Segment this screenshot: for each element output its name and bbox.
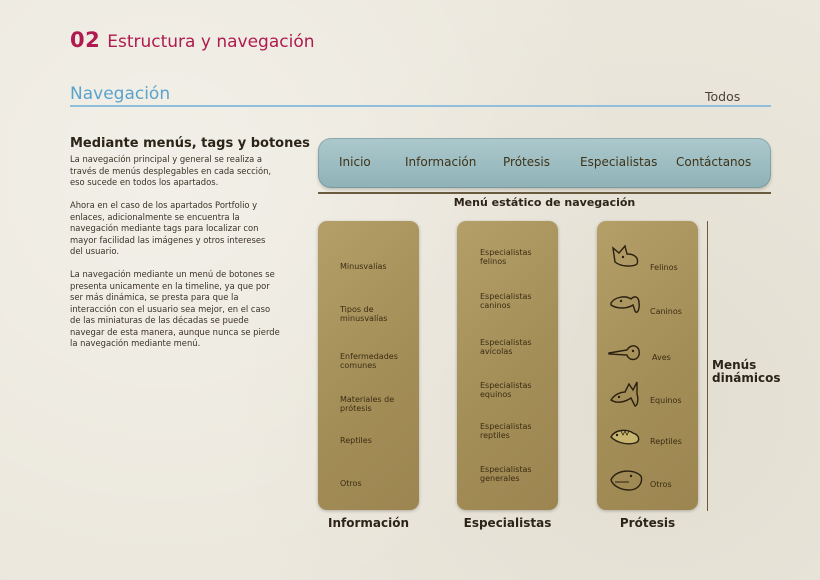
nav-item-especialistas[interactable]: Especialistas <box>580 155 658 169</box>
dog-head-icon <box>607 289 647 319</box>
protesis-item-otros[interactable]: Otros <box>650 480 672 489</box>
nav-item-contactanos[interactable]: Contáctanos <box>676 155 752 169</box>
intro-paragraph: La navegación principal y general se realiza a través de menús desplegables en cada sección, eso sucede en todos los apartados. <box>70 154 272 187</box>
especialistas-menu-item[interactable]: Especialistas reptiles <box>480 422 532 440</box>
especialistas-menu-item[interactable]: Especialistas caninos <box>480 292 532 310</box>
protesis-dropdown-panel <box>597 221 698 510</box>
filter-all-link[interactable]: Todos <box>705 89 741 104</box>
static-menu-label: Menú estático de navegación <box>453 196 636 209</box>
dynamic-menus-text: Menús dinámicos <box>712 358 781 385</box>
informacion-dropdown-panel <box>318 221 419 510</box>
section-title: Estructura y navegación <box>107 32 315 52</box>
static-menu-divider <box>318 192 771 194</box>
protesis-item-equinos[interactable]: Equinos <box>650 396 682 405</box>
nav-item-protesis[interactable]: Prótesis <box>503 155 550 169</box>
title-divider <box>70 105 771 107</box>
protesis-item-caninos[interactable]: Caninos <box>650 307 682 316</box>
especialistas-dropdown-panel <box>457 221 558 510</box>
reptile-head-icon <box>607 421 647 451</box>
fish-head-icon <box>607 464 647 494</box>
intro-text <box>70 154 280 361</box>
nav-item-inicio[interactable]: Inicio <box>339 155 371 169</box>
static-nav-bar <box>318 138 771 188</box>
especialistas-menu-item[interactable]: Especialistas generales <box>480 465 532 483</box>
section-number: 02 <box>70 28 101 52</box>
horse-head-icon <box>607 378 647 408</box>
protesis-item-aves[interactable]: Aves <box>652 353 671 362</box>
cat-head-icon <box>607 238 647 268</box>
informacion-menu-item[interactable]: Tipos de minusvalías <box>340 305 388 323</box>
intro-heading: Mediante menús, tags y botones <box>70 136 310 151</box>
section-header <box>70 28 315 52</box>
informacion-menu-item[interactable]: Minusvalías <box>340 262 387 271</box>
especialistas-panel-caption: Especialistas <box>463 516 552 530</box>
especialistas-menu-item[interactable]: Especialistas felinos <box>480 248 532 266</box>
protesis-item-felinos[interactable]: Felinos <box>650 263 678 272</box>
informacion-menu-item[interactable]: Otros <box>340 479 362 488</box>
bird-head-icon <box>607 339 647 369</box>
informacion-menu-item[interactable]: Materiales de prótesis <box>340 395 395 413</box>
informacion-panel-caption: Información <box>327 516 409 530</box>
page-title: Navegación <box>70 84 171 104</box>
protesis-panel-caption: Prótesis <box>619 516 676 530</box>
especialistas-menu-item[interactable]: Especialistas avícolas <box>480 338 532 356</box>
especialistas-menu-item[interactable]: Especialistas equinos <box>480 381 532 399</box>
intro-paragraph: La navegación mediante un menú de botones se presenta unicamente en la timeline, ya que por ser más dinámica, se presta para que la interacción con el usuario sea mejor, en el caso de las miniaturas de las décadas se puede navegar de esta manera, aunque nunca se pierde la navegación mediante menú. <box>70 269 280 348</box>
informacion-menu-item[interactable]: Reptiles <box>340 436 372 445</box>
dynamic-menus-bracket <box>707 221 708 511</box>
informacion-menu-item[interactable]: Enfermedades comunes <box>340 352 398 370</box>
protesis-item-reptiles[interactable]: Reptiles <box>650 437 682 446</box>
nav-item-informacion[interactable]: Información <box>405 155 477 169</box>
intro-paragraph: Ahora en el caso de los apartados Portfolio y enlaces, adicionalmente se encuentra la navegación mediante tags para localizar con mayor facilidad las imágenes y otros intereses del usuario. <box>70 200 266 256</box>
dynamic-menus-label <box>712 358 781 385</box>
